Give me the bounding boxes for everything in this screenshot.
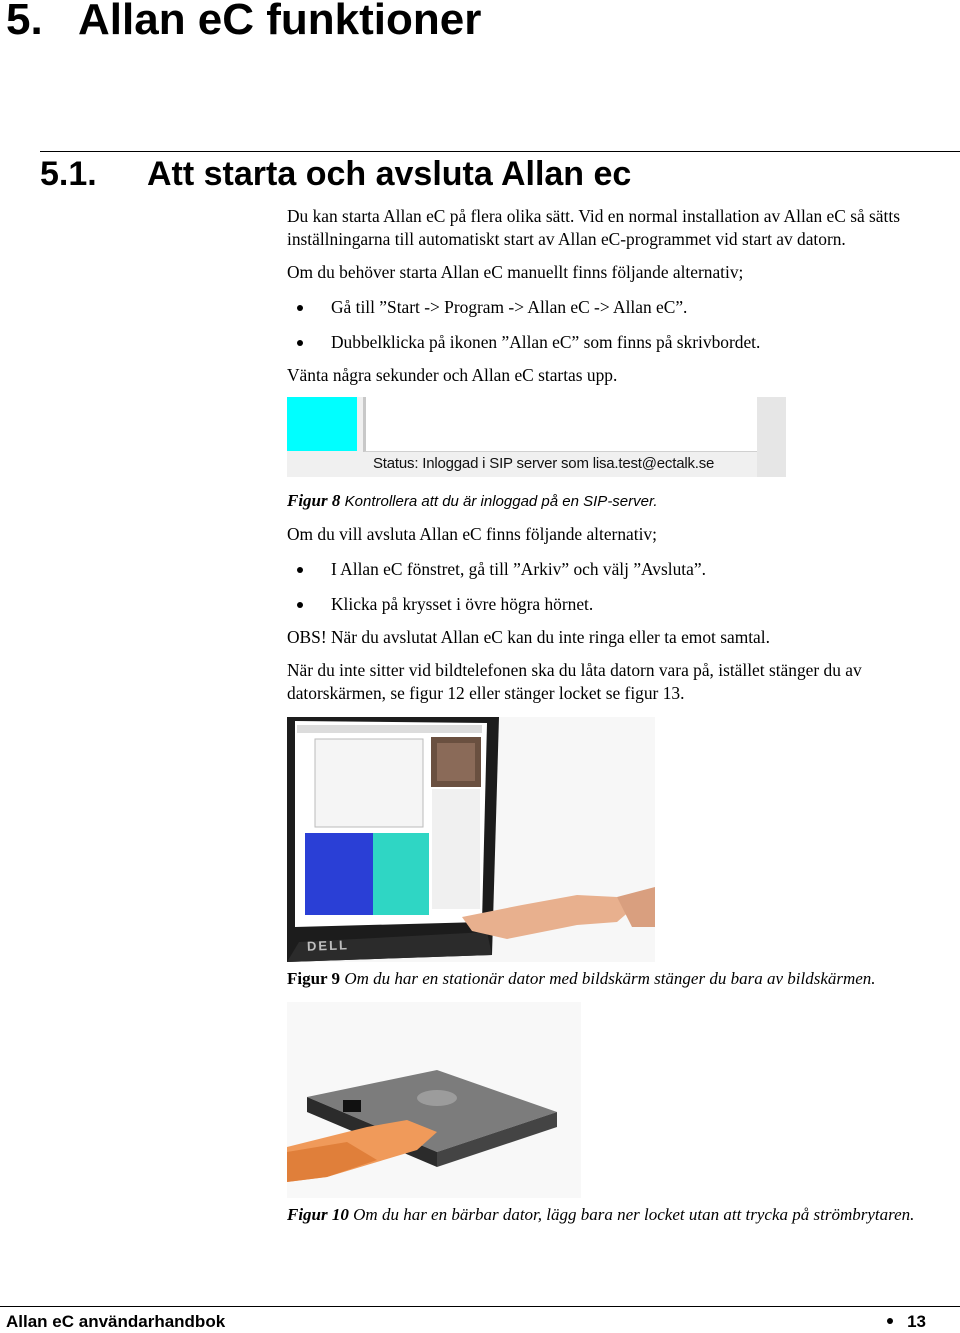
figure-8-label: Figur 8 [287,491,341,510]
figure-9-caption [287,968,952,990]
status-text: Status: Inloggad i SIP server som lisa.test@ectalk.se [373,455,715,472]
section-content [287,205,952,1226]
list-item: Gå till ”Start -> Program -> Allan eC -> Allan eC”. [287,296,952,319]
laptop-photo [287,1002,581,1198]
quit-options-list [287,558,952,616]
intro-paragraph: Du kan starta Allan eC på flera olika sätt. Vid en normal installation av Allan eC så sätts inställningarna till automatiskt start av Allan eC-programmet vid start av datorn. [287,206,900,249]
footer-rule [0,1306,960,1307]
figure-8-caption-text: Kontrollera att du är inloggad på en SIP-server. [344,493,658,510]
monitor-photo [287,717,655,962]
figure-10-caption-text: Om du har en bärbar dator, lägg bara ner locket utan att trycka på strömbrytaren. [353,1205,915,1224]
wait-paragraph: Vänta några sekunder och Allan eC startas upp. [287,365,618,385]
page-number: 13 [907,1312,926,1331]
start-options-list [287,296,952,354]
scrollbar [757,397,786,477]
chapter-heading [6,0,481,46]
window-panel [363,397,758,452]
quit-intro-paragraph: Om du vill avsluta Allan eC finns följande alternativ; [287,524,657,544]
cyan-video-area [287,397,357,451]
figure-10-label: Figur 10 [287,1205,349,1224]
figure-8-image [287,397,786,477]
figure-9-image [287,717,655,962]
standby-paragraph: När du inte sitter vid bildtelefonen ska du låta datorn vara på, istället stänger du av datorskärmen, se figur 12 eller stänger locket se figur 13. [287,660,862,703]
figure-9-label: Figur 9 [287,969,341,988]
section-number: 5.1. [40,155,97,193]
list-item: Klicka på krysset i övre högra hörnet. [287,593,952,616]
bullet-icon [887,1318,893,1324]
footer-title: Allan eC användarhandbok [6,1312,226,1331]
obs-paragraph: OBS! När du avslutat Allan eC kan du inte ringa eller ta emot samtal. [287,627,770,647]
chapter-title: Allan eC funktioner [78,0,482,44]
list-item: Dubbelklicka på ikonen ”Allan eC” som finns på skrivbordet. [287,331,952,354]
chapter-number: 5. [6,0,43,44]
page-footer [6,1311,926,1333]
list-item: I Allan eC fönstret, gå till ”Arkiv” och välj ”Avsluta”. [287,558,952,581]
monitor-brand: DELL [306,937,350,954]
section-heading [40,152,631,196]
manual-start-paragraph: Om du behöver starta Allan eC manuellt finns följande alternativ; [287,262,744,282]
section-title: Att starta och avsluta Allan ec [147,155,632,193]
figure-8-caption [287,490,952,513]
figure-10-image [287,1002,581,1198]
figure-9-caption-text: Om du har en stationär dator med bildskärm stänger du bara av bildskärmen. [344,969,876,988]
page-number-group [887,1311,926,1333]
figure-10-caption [287,1204,952,1226]
